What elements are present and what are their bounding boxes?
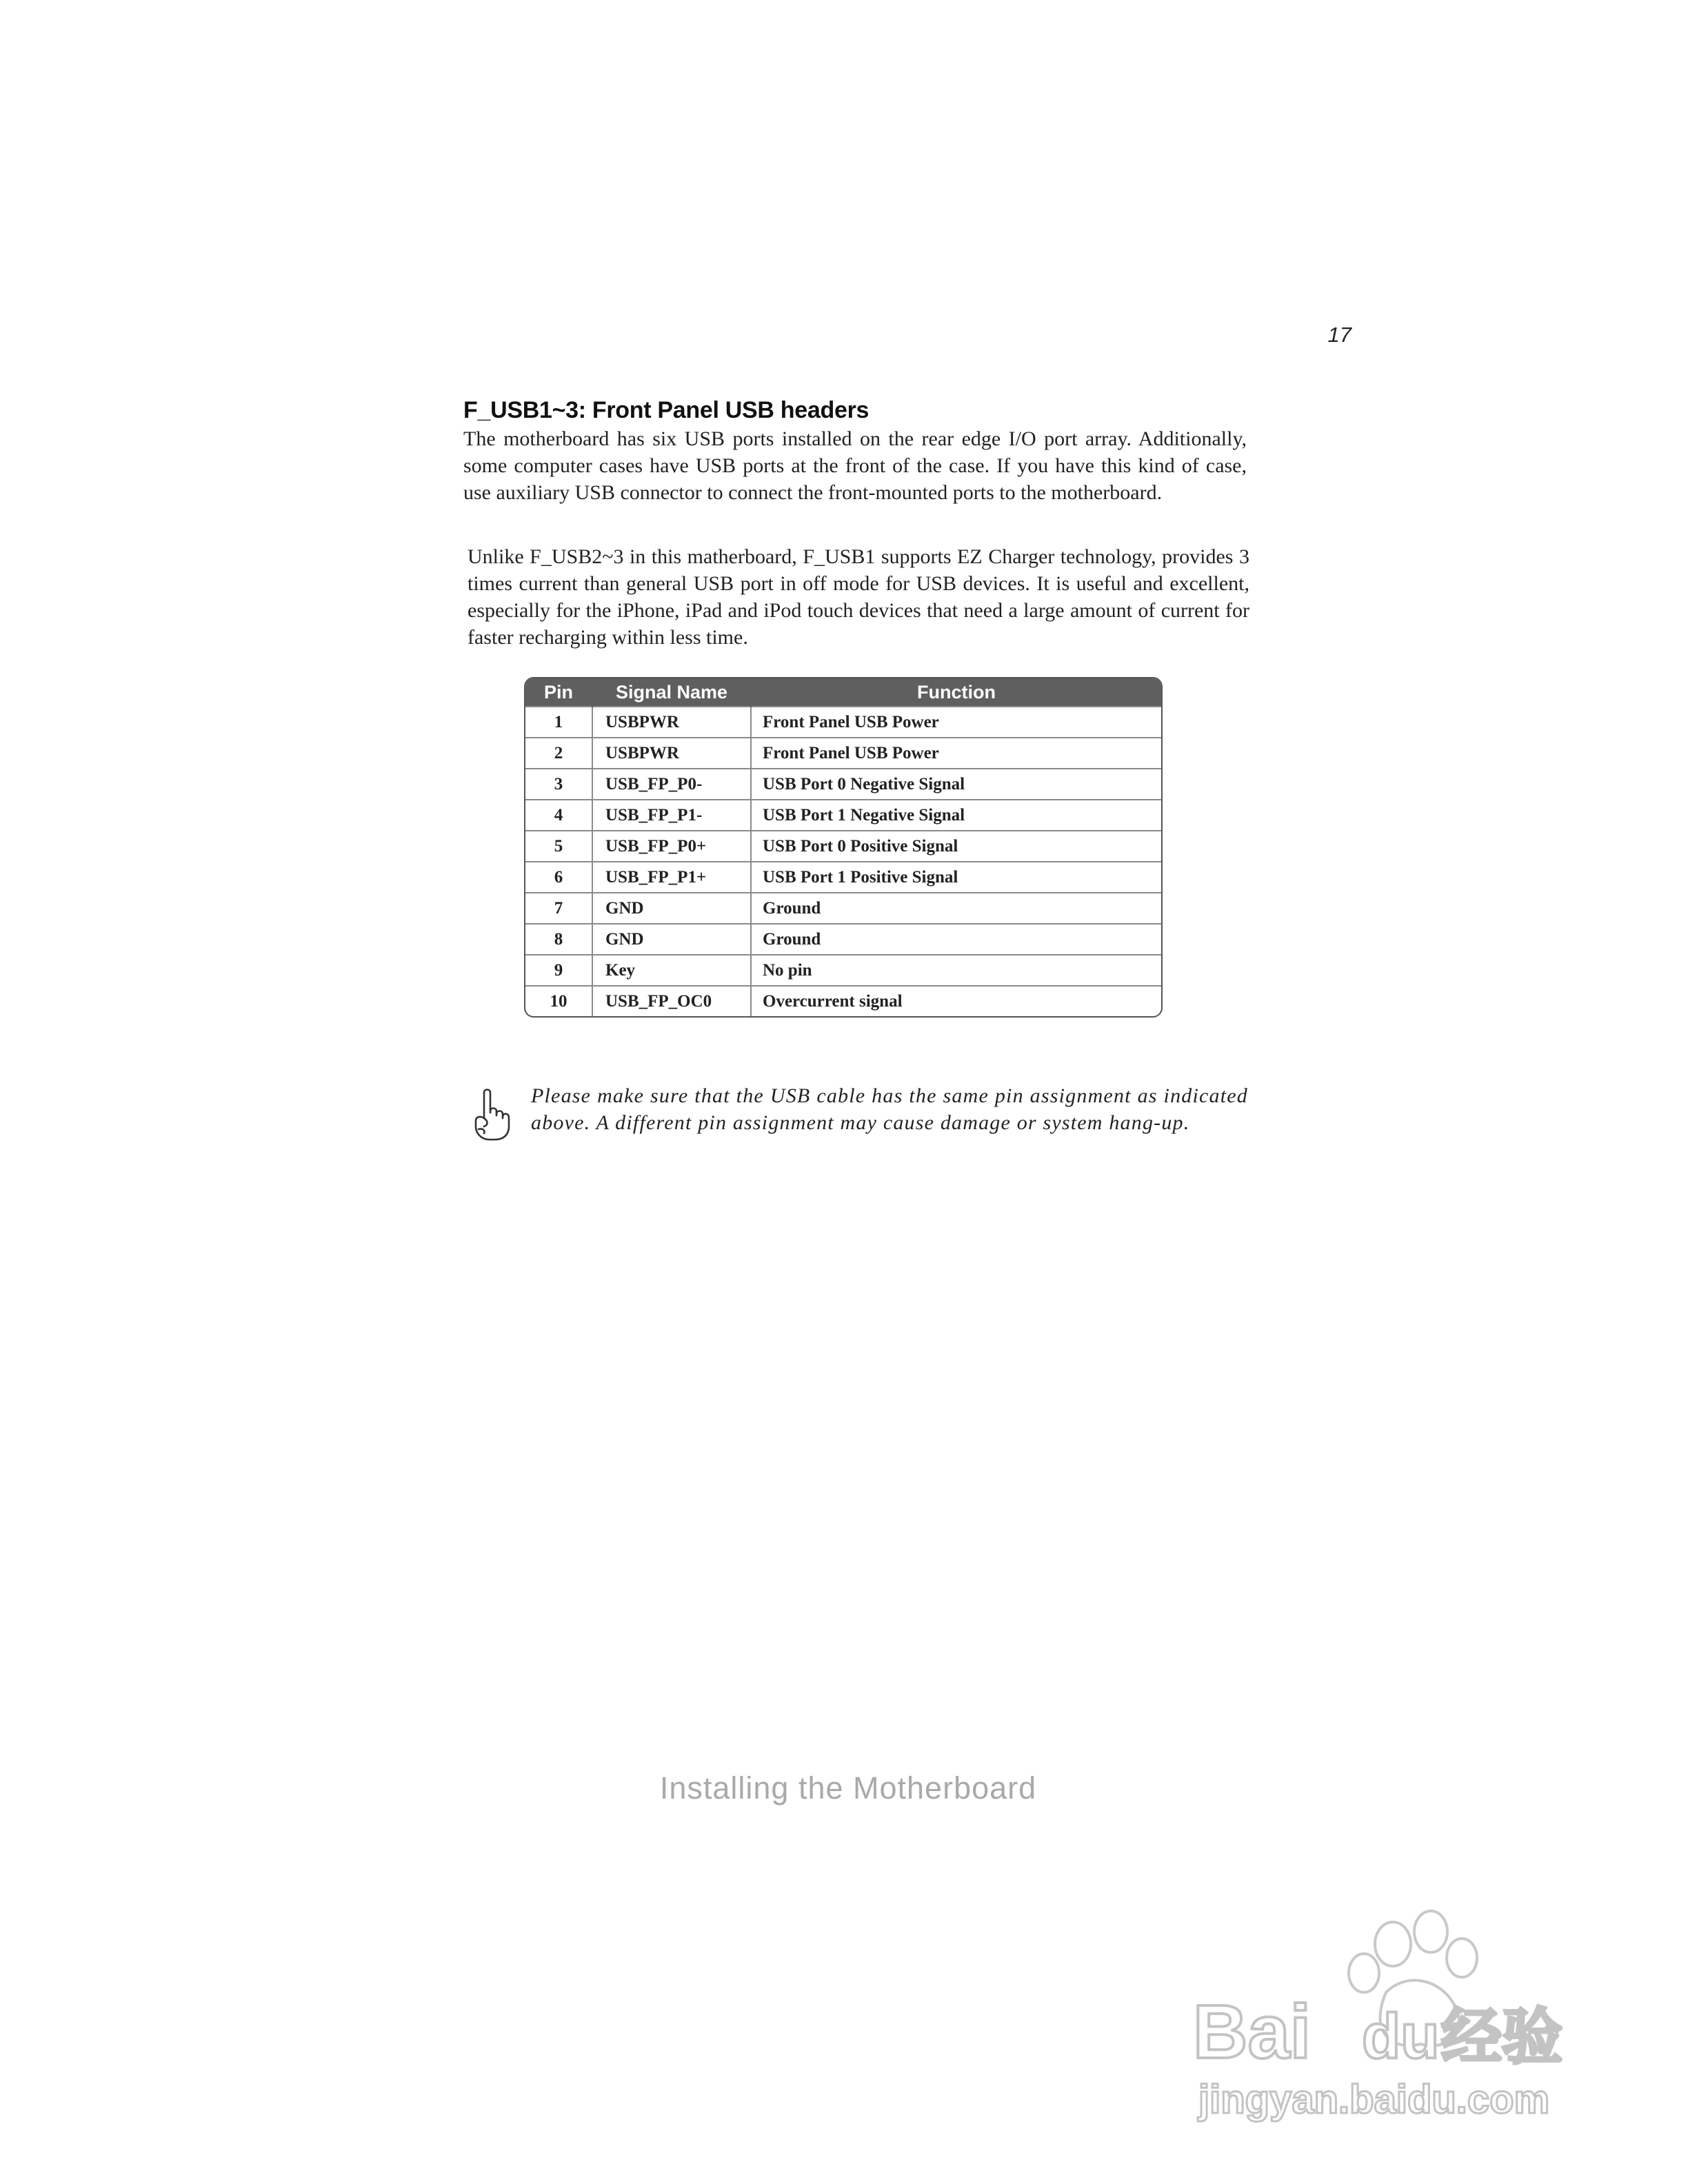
pin-number-cell: 4 [525, 800, 592, 831]
footer-title: Installing the Motherboard [659, 1770, 1037, 1806]
function-cell: Ground [751, 924, 1161, 955]
table-row [525, 707, 1161, 738]
baidu-watermark-logo [1186, 1903, 1579, 2130]
signal-name-cell: GND [592, 893, 751, 924]
pin-assignment-table [524, 677, 1163, 1018]
table-row [525, 986, 1161, 1016]
pin-number-cell: 7 [525, 893, 592, 924]
signal-name-cell: USB_FP_P0+ [592, 831, 751, 862]
table-row [525, 738, 1161, 769]
header-function: Function [751, 678, 1161, 707]
pin-number-cell: 5 [525, 831, 592, 862]
page-number: 17 [1327, 323, 1352, 347]
table-row [525, 831, 1161, 862]
signal-name-cell: USBPWR [592, 738, 751, 769]
pin-number-cell: 9 [525, 955, 592, 986]
pin-number-cell: 1 [525, 707, 592, 738]
header-signal-name: Signal Name [592, 678, 751, 707]
function-cell: No pin [751, 955, 1161, 986]
svg-text:jingyan.baidu.com: jingyan.baidu.com [1198, 2077, 1550, 2122]
table-row [525, 955, 1161, 986]
signal-name-cell: GND [592, 924, 751, 955]
table-header-row [525, 678, 1161, 707]
pointing-hand-icon [469, 1086, 516, 1142]
function-cell: USB Port 1 Negative Signal [751, 800, 1161, 831]
function-cell: USB Port 0 Positive Signal [751, 831, 1161, 862]
table-row [525, 893, 1161, 924]
section-heading: F_USB1~3: Front Panel USB headers [463, 397, 870, 423]
pin-number-cell: 2 [525, 738, 592, 769]
table-row [525, 800, 1161, 831]
pin-number-cell: 3 [525, 769, 592, 800]
function-cell: USB Port 1 Positive Signal [751, 862, 1161, 893]
function-cell: Ground [751, 893, 1161, 924]
function-cell: Front Panel USB Power [751, 707, 1161, 738]
signal-name-cell: USB_FP_OC0 [592, 986, 751, 1016]
header-pin: Pin [525, 678, 592, 707]
function-cell: Front Panel USB Power [751, 738, 1161, 769]
table-row [525, 862, 1161, 893]
pin-number-cell: 6 [525, 862, 592, 893]
intro-paragraph: The motherboard has six USB ports installed on the rear edge I/O port array. Additionally, some computer cases have USB ports at the front of the case. If you have this kind of case, use auxiliary USB connector to connect the front-mounted ports to the motherboard. [463, 427, 1247, 504]
signal-name-cell: USB_FP_P0- [592, 769, 751, 800]
svg-text:经验: 经验 [1441, 2001, 1563, 2072]
ez-charger-paragraph: Unlike F_USB2~3 in this matherboard, F_USB1 supports EZ Charger technology, provides 3 times current than general USB port in off mode for USB devices. It is useful and excellent, especially for the iPhone, iPad and iPod touch devices that need a large amount of current for faster recharging within less time. [468, 545, 1249, 649]
warning-note: Please make sure that the USB cable has the same pin assignment as indicated above. A different pin assignment may cause damage or system hang-up. [531, 1084, 1248, 1134]
signal-name-cell: USB_FP_P1+ [592, 862, 751, 893]
pin-number-cell: 8 [525, 924, 592, 955]
table-row [525, 769, 1161, 800]
pin-number-cell: 10 [525, 986, 592, 1016]
signal-name-cell: USBPWR [592, 707, 751, 738]
signal-name-cell: Key [592, 955, 751, 986]
function-cell: USB Port 0 Negative Signal [751, 769, 1161, 800]
function-cell: Overcurrent signal [751, 986, 1161, 1016]
signal-name-cell: USB_FP_P1- [592, 800, 751, 831]
table-row [525, 924, 1161, 955]
svg-text:du: du [1362, 2001, 1440, 2072]
svg-text:Bai: Bai [1193, 1990, 1312, 2074]
